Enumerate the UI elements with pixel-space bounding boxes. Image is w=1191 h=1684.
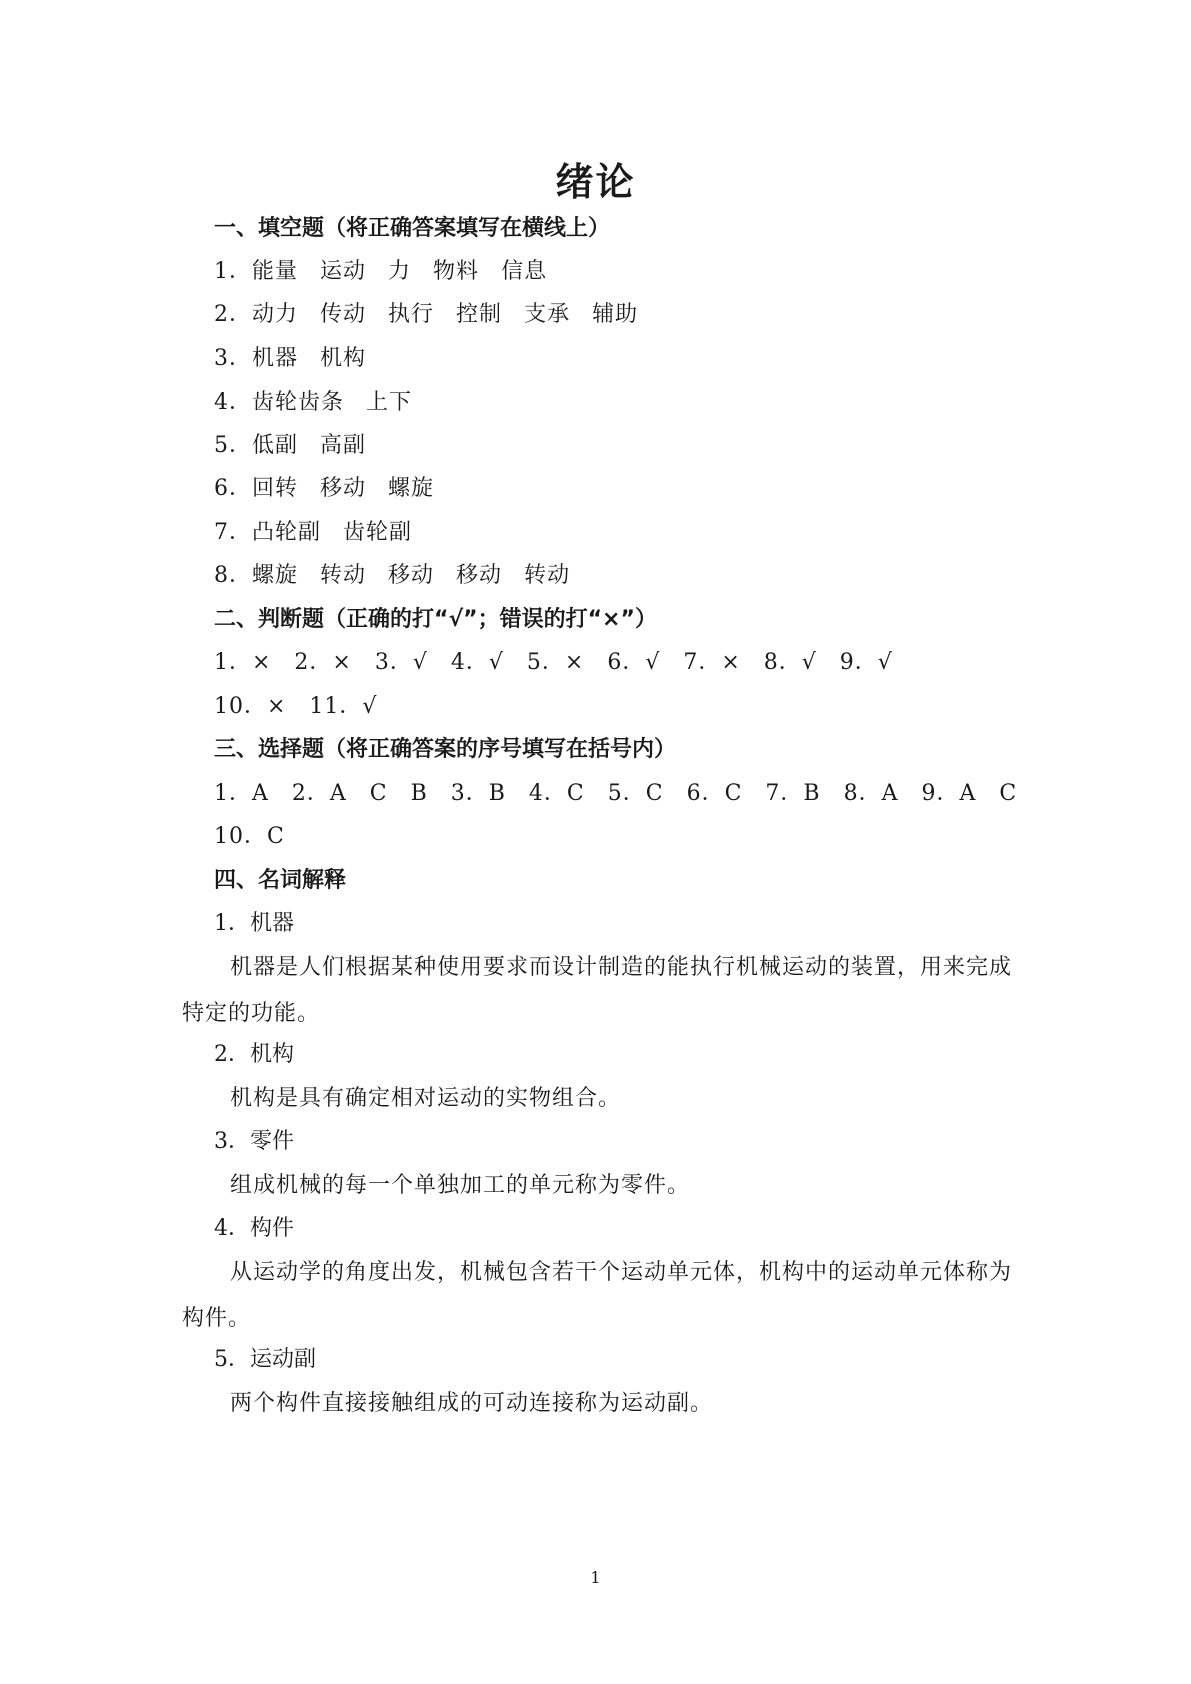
item-number: 8． (214, 563, 252, 588)
answer: 执行 (388, 302, 435, 327)
answer: 齿轮副 (343, 520, 413, 545)
answer: 辅助 (592, 302, 639, 327)
true-false-answers-line-2: 10．× 11．√ (214, 694, 378, 719)
answer: 信息 (501, 259, 548, 284)
definition-text: 从运动学的角度出发，机械包含若干个运动单元体，机构中的运动单元体称为构件。 (182, 1260, 1013, 1331)
answer: 齿轮齿条 (252, 390, 345, 415)
fill-blank-item-4 (214, 388, 412, 418)
answer: 机构 (320, 346, 367, 371)
answer: 低副 (252, 433, 299, 458)
item-number: 5． (214, 433, 252, 458)
answer: 机器 (252, 346, 299, 371)
definition-term: 4．构件 (214, 1216, 294, 1241)
section-heading-fill-blank: 一、填空题（将正确答案填写在横线上） (214, 216, 611, 241)
answer: 物料 (433, 259, 480, 284)
answer: 力 (388, 259, 412, 284)
fill-blank-item-2 (214, 300, 638, 330)
item-number: 1． (214, 259, 252, 284)
section-heading-multiple-choice: 三、选择题（将正确答案的序号填写在括号内） (214, 737, 677, 762)
section-heading-true-false: 二、判断题（正确的打“√”；错误的打“×”） (214, 607, 657, 632)
definition-term: 1．机器 (214, 911, 294, 936)
answer: 转动 (320, 563, 367, 588)
definition-text: 机器是人们根据某种使用要求而设计制造的能执行机械运动的装置，用来完成特定的功能。 (182, 955, 1013, 1026)
answer: 移动 (320, 476, 367, 501)
answer: 控制 (456, 302, 503, 327)
definition-term: 5．运动副 (214, 1347, 316, 1372)
fill-blank-item-3 (214, 344, 366, 374)
answer: 回转 (252, 476, 299, 501)
answer: 支承 (524, 302, 571, 327)
page-title: 绪论 (555, 160, 636, 204)
item-number: 3． (214, 346, 252, 371)
item-number: 6． (214, 476, 252, 501)
item-number: 7． (214, 520, 252, 545)
fill-blank-item-1 (214, 257, 547, 287)
answer: 移动 (456, 563, 503, 588)
answer: 高副 (320, 433, 367, 458)
definition-term: 2．机构 (214, 1042, 294, 1067)
page-number: 1 (590, 1568, 601, 1587)
definition-text: 机构是具有确定相对运动的实物组合。 (230, 1086, 622, 1111)
answer: 传动 (320, 302, 367, 327)
answer: 移动 (388, 563, 435, 588)
answer: 动力 (252, 302, 299, 327)
answer: 凸轮副 (252, 520, 322, 545)
answer: 运动 (320, 259, 367, 284)
answer: 能量 (252, 259, 299, 284)
true-false-answers-line-1: 1．× 2．× 3．√ 4．√ 5．× 6．√ 7．× 8．√ 9．√ (214, 650, 893, 675)
answer: 上下 (366, 390, 413, 415)
choice-answers-line-1: 1．A 2．A C B 3．B 4．C 5．C 6．C 7．B 8．A 9．A C (214, 781, 1018, 806)
choice-answers-line-2: 10．C (214, 824, 285, 849)
answer: 螺旋 (252, 563, 299, 588)
definition-text: 组成机械的每一个单独加工的单元称为零件。 (230, 1173, 691, 1198)
answer: 螺旋 (388, 476, 435, 501)
fill-blank-item-6 (214, 474, 434, 504)
item-number: 2． (214, 302, 252, 327)
answer: 转动 (524, 563, 571, 588)
fill-blank-item-5 (214, 431, 366, 461)
fill-blank-item-8 (214, 561, 570, 591)
section-heading-definitions: 四、名词解释 (214, 868, 347, 893)
fill-blank-item-7 (214, 518, 412, 548)
definition-term: 3．零件 (214, 1129, 294, 1154)
definition-text: 两个构件直接接触组成的可动连接称为运动副。 (230, 1391, 714, 1416)
item-number: 4． (214, 390, 252, 415)
